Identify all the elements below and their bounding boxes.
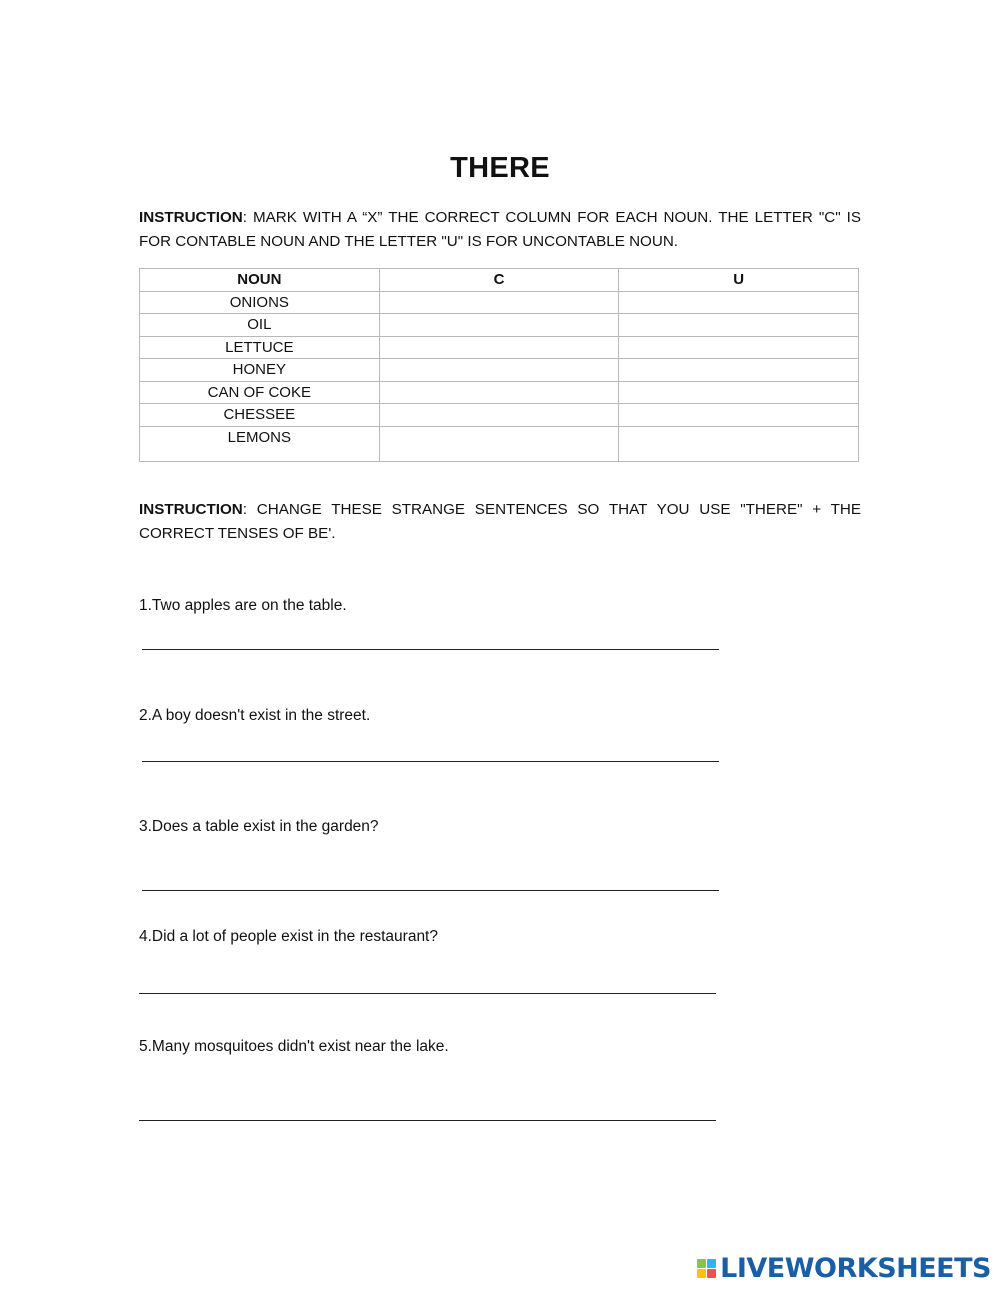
noun-cell: LETTUCE bbox=[140, 336, 380, 359]
table-row bbox=[140, 336, 859, 359]
u-answer-cell[interactable] bbox=[619, 336, 859, 359]
answer-line-3[interactable] bbox=[142, 890, 719, 891]
table-row bbox=[140, 381, 859, 404]
logo-tile bbox=[697, 1269, 706, 1278]
answer-line-1[interactable] bbox=[142, 649, 719, 650]
c-answer-cell[interactable] bbox=[379, 404, 619, 427]
noun-cell: CAN OF COKE bbox=[140, 381, 380, 404]
instruction-2-label: INSTRUCTION bbox=[139, 501, 243, 518]
c-answer-cell[interactable] bbox=[379, 359, 619, 382]
instruction-2-text: : CHANGE THESE STRANGE SENTENCES SO THAT YOU USE "THERE" + THE CORRECT TENSES OF BE'. bbox=[139, 501, 861, 542]
noun-cell: OIL bbox=[140, 314, 380, 337]
u-answer-cell[interactable] bbox=[619, 426, 859, 461]
question-4: 4.Did a lot of people exist in the restaurant? bbox=[139, 928, 438, 945]
question-3: 3.Does a table exist in the garden? bbox=[139, 818, 379, 835]
c-answer-cell[interactable] bbox=[379, 291, 619, 314]
logo-tile bbox=[707, 1259, 716, 1268]
c-answer-cell[interactable] bbox=[379, 426, 619, 461]
noun-cell: HONEY bbox=[140, 359, 380, 382]
instruction-2 bbox=[139, 498, 861, 546]
noun-cell: ONIONS bbox=[140, 291, 380, 314]
table-row bbox=[140, 291, 859, 314]
u-answer-cell[interactable] bbox=[619, 314, 859, 337]
u-answer-cell[interactable] bbox=[619, 381, 859, 404]
logo-tile bbox=[697, 1259, 706, 1268]
noun-table bbox=[139, 268, 859, 462]
noun-cell: LEMONS bbox=[140, 426, 380, 461]
instruction-1-text: : MARK WITH A “X” THE CORRECT COLUMN FOR EACH NOUN. THE LETTER "C" IS FOR CONTABLE NOUN AND THE LETTER "U" IS FOR UNCONTABLE NOUN. bbox=[139, 209, 861, 250]
table-row bbox=[140, 426, 859, 461]
logo-tiles-icon bbox=[697, 1259, 716, 1278]
c-answer-cell[interactable] bbox=[379, 381, 619, 404]
table-row bbox=[140, 359, 859, 382]
logo-tile bbox=[707, 1269, 716, 1278]
header-u: U bbox=[619, 269, 859, 292]
worksheet-title: THERE bbox=[450, 152, 550, 184]
liveworksheets-logo bbox=[697, 1253, 991, 1284]
c-answer-cell[interactable] bbox=[379, 336, 619, 359]
answer-line-4[interactable] bbox=[139, 993, 716, 994]
question-2: 2.A boy doesn't exist in the street. bbox=[139, 707, 371, 724]
logo-text: LIVEWORKSHEETS bbox=[720, 1253, 991, 1284]
table-header-row bbox=[140, 269, 859, 292]
header-c: C bbox=[379, 269, 619, 292]
instruction-1 bbox=[139, 206, 861, 254]
u-answer-cell[interactable] bbox=[619, 291, 859, 314]
table-row bbox=[140, 404, 859, 427]
answer-line-5[interactable] bbox=[139, 1120, 716, 1121]
c-answer-cell[interactable] bbox=[379, 314, 619, 337]
header-noun: NOUN bbox=[140, 269, 380, 292]
table-row bbox=[140, 314, 859, 337]
answer-line-2[interactable] bbox=[142, 761, 719, 762]
question-5: 5.Many mosquitoes didn't exist near the lake. bbox=[139, 1038, 449, 1055]
question-1: 1.Two apples are on the table. bbox=[139, 597, 347, 614]
instruction-1-label: INSTRUCTION bbox=[139, 209, 243, 226]
u-answer-cell[interactable] bbox=[619, 404, 859, 427]
u-answer-cell[interactable] bbox=[619, 359, 859, 382]
noun-cell: CHESSEE bbox=[140, 404, 380, 427]
